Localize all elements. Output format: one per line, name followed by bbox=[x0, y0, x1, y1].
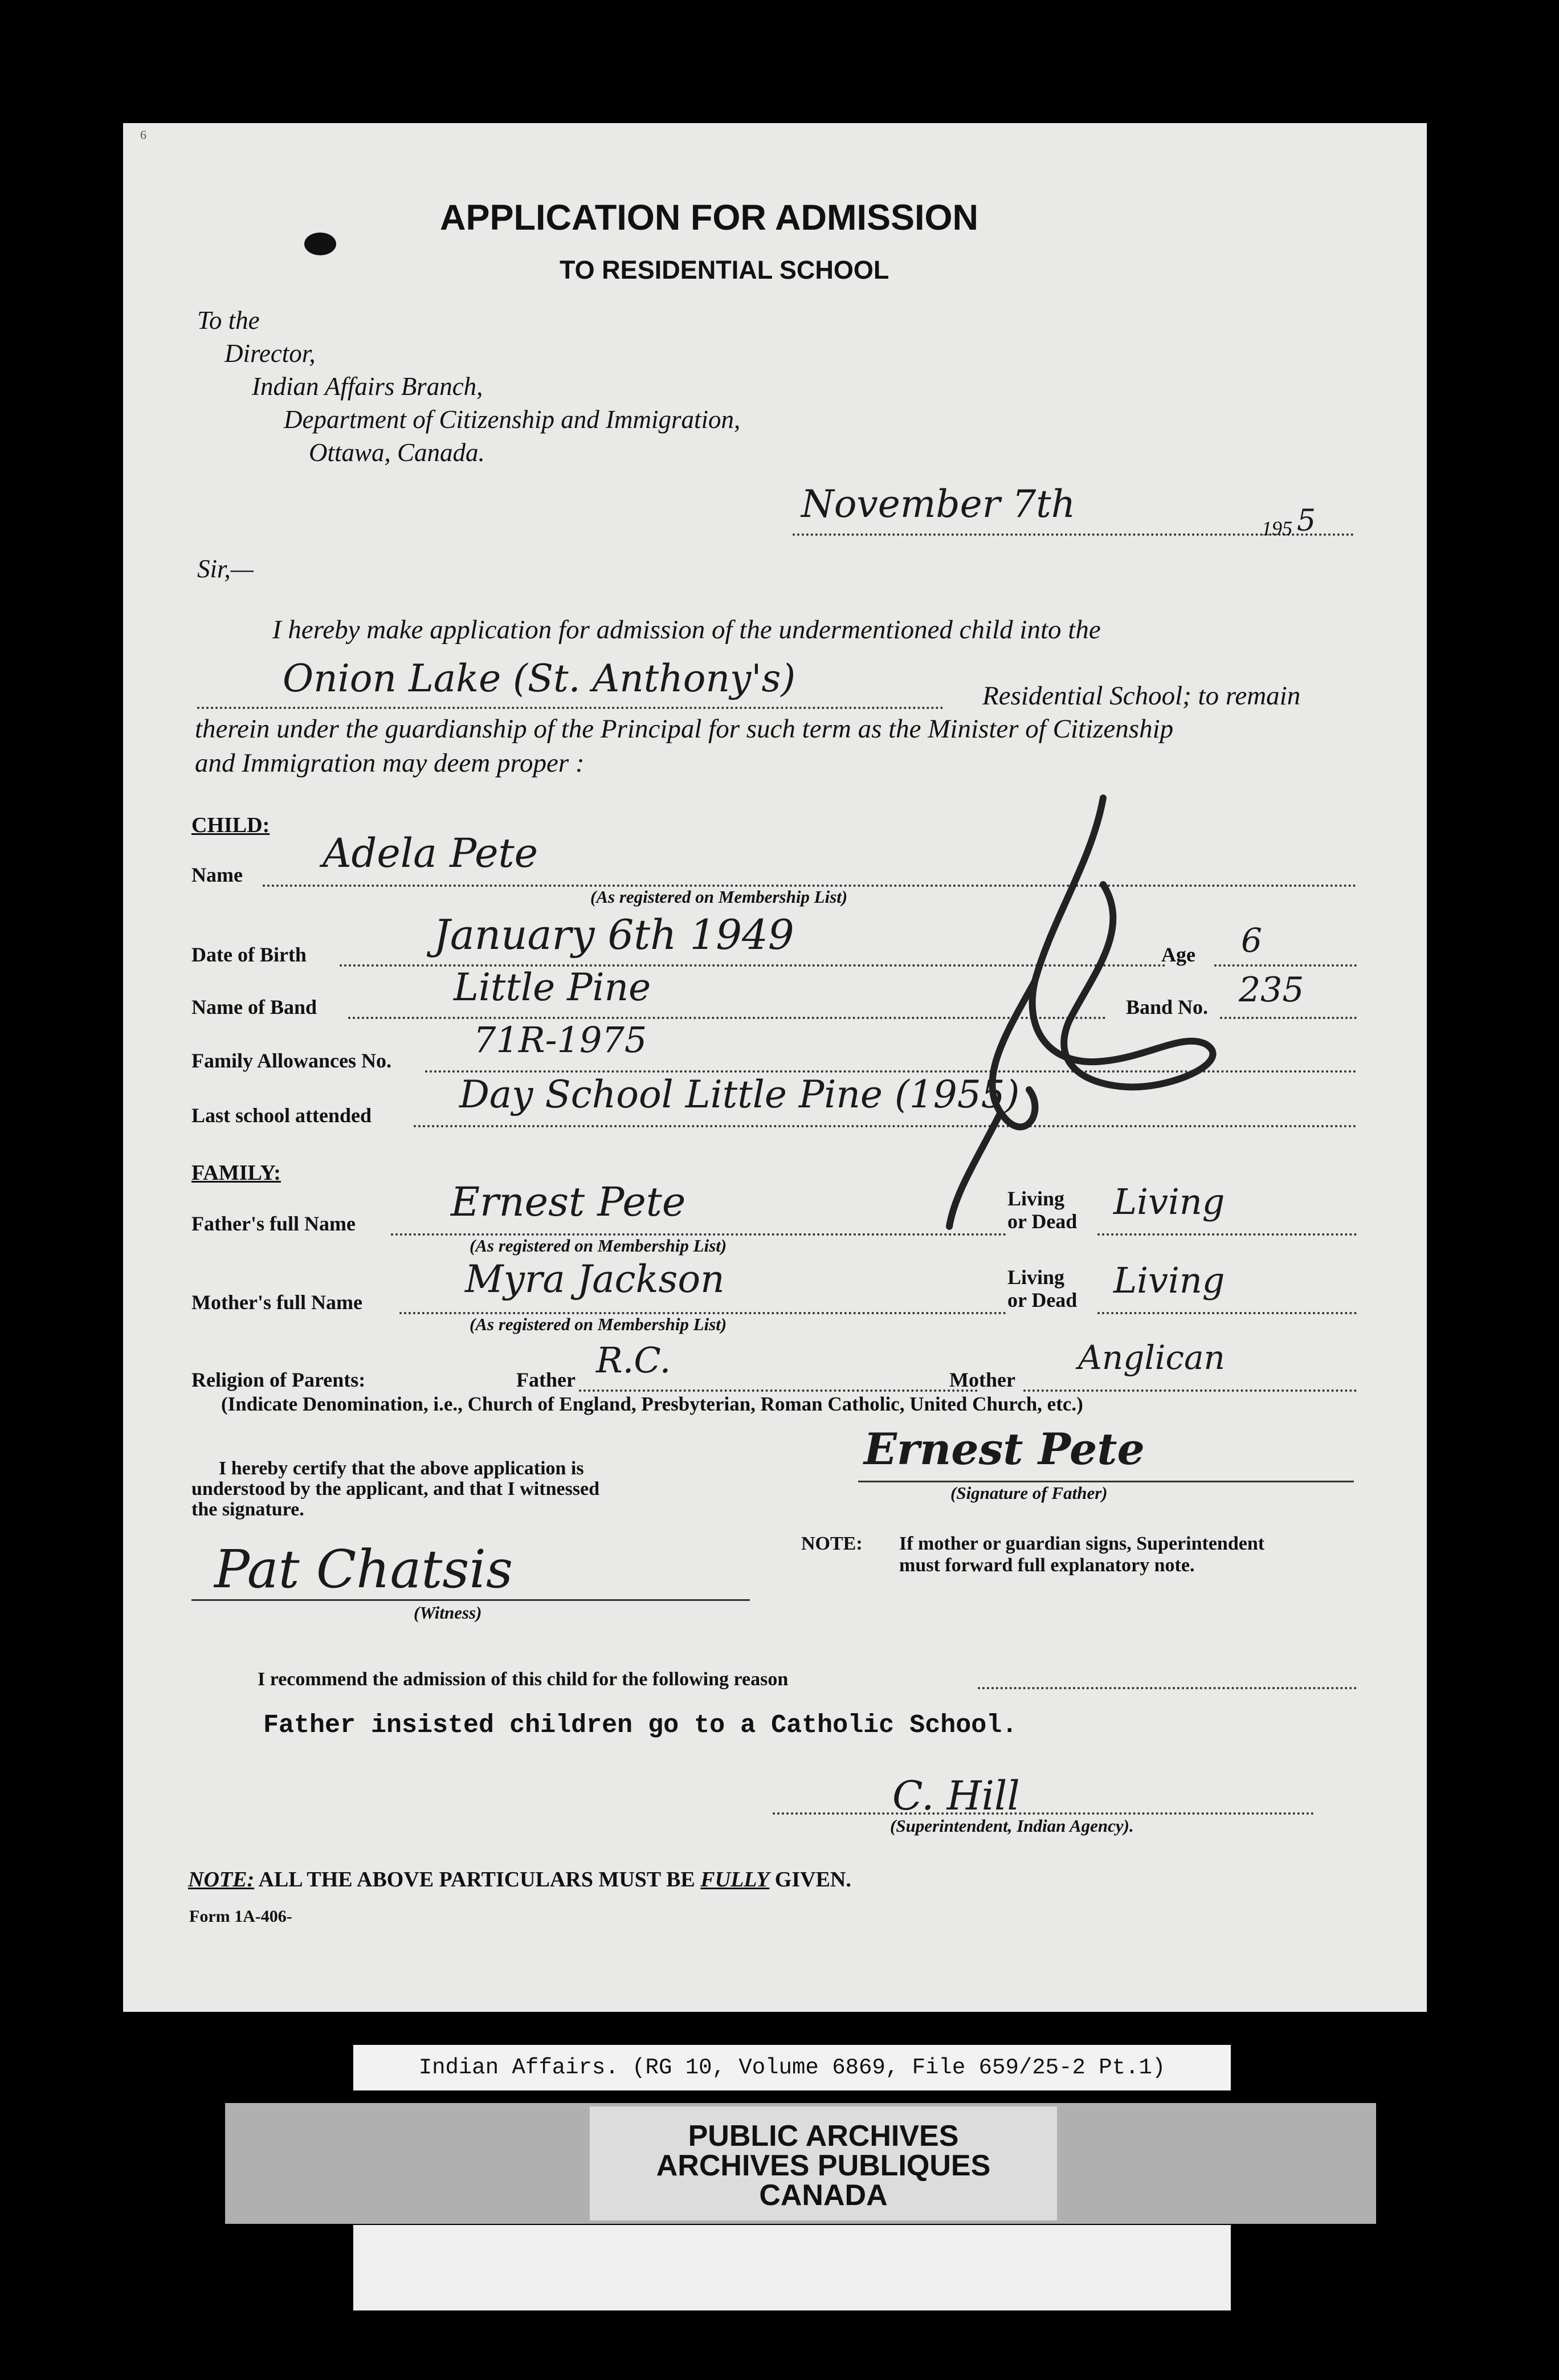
religion-label: Religion of Parents: bbox=[191, 1368, 366, 1391]
living-label-1b: or Dead bbox=[1007, 1210, 1078, 1233]
address-line-3: Indian Affairs Branch, bbox=[252, 372, 483, 401]
age-label: Age bbox=[1161, 943, 1195, 966]
body-line-3: therein under the guardianship of the Principal for such term as the Minister of Citizenship bbox=[195, 714, 1174, 744]
stamp-line-3: CANADA bbox=[759, 2179, 888, 2212]
last-school-label: Last school attended bbox=[191, 1104, 372, 1127]
father-religion-line bbox=[579, 1389, 978, 1392]
witness-label: (Witness) bbox=[414, 1603, 482, 1623]
father-signature-label: (Signature of Father) bbox=[950, 1483, 1108, 1503]
mother-status-value: Living bbox=[1113, 1260, 1225, 1301]
age-value: 6 bbox=[1241, 921, 1262, 960]
band-name-value: Little Pine bbox=[454, 965, 651, 1009]
handwritten-flourish bbox=[864, 793, 1297, 1238]
dob-label: Date of Birth bbox=[191, 943, 307, 966]
mother-registration-note: (As registered on Membership List) bbox=[470, 1314, 727, 1334]
child-name-value: Adela Pete bbox=[323, 830, 538, 877]
archive-reference: Indian Affairs. (RG 10, Volume 6869, File 659/25-2 Pt.1) bbox=[418, 2055, 1166, 2080]
recommend-reason: Father insisted children go to a Catholic School. bbox=[263, 1711, 1018, 1740]
archive-stamp bbox=[590, 2106, 1057, 2220]
mother-name-label: Mother's full Name bbox=[191, 1291, 362, 1314]
recommend-line bbox=[978, 1687, 1357, 1689]
certify-line-1: I hereby certify that the above application is bbox=[219, 1458, 584, 1479]
form-title: APPLICATION FOR ADMISSION bbox=[440, 198, 978, 238]
stamp-line-1: PUBLIC ARCHIVES bbox=[688, 2120, 959, 2153]
page-number: 6 bbox=[140, 128, 146, 142]
living-label-1a: Living bbox=[1007, 1187, 1065, 1210]
certify-line-3: the signature. bbox=[191, 1499, 304, 1520]
footer-note-emphasis: FULLY bbox=[700, 1868, 770, 1892]
father-signature: Ernest Pete bbox=[864, 1424, 1145, 1474]
family-heading: FAMILY: bbox=[191, 1161, 281, 1185]
note-line-1: If mother or guardian signs, Superintendent bbox=[899, 1533, 1265, 1554]
footer-note-part1: ALL THE ABOVE PARTICULARS MUST BE bbox=[258, 1868, 695, 1892]
date-year-suffix: 5 bbox=[1297, 504, 1316, 538]
body-line-1: I hereby make application for admission of the undermentioned child into the bbox=[272, 615, 1101, 645]
note-line-2: must forward full explanatory note. bbox=[899, 1555, 1195, 1576]
recommend-label: I recommend the admission of this child for the following reason bbox=[258, 1669, 789, 1690]
address-line-5: Ottawa, Canada. bbox=[309, 438, 485, 467]
child-heading: CHILD: bbox=[191, 813, 270, 837]
family-allowances-value: 71R-1975 bbox=[474, 1019, 647, 1061]
form-subtitle: TO RESIDENTIAL SCHOOL bbox=[560, 255, 889, 284]
school-name-line bbox=[197, 707, 944, 709]
mother-religion-label: Mother bbox=[949, 1368, 1015, 1391]
superintendent-signature: C. Hill bbox=[892, 1772, 1020, 1819]
note-prefix: NOTE: bbox=[801, 1533, 863, 1554]
footer-note-part2: GIVEN. bbox=[774, 1868, 851, 1892]
form-number: Form 1A-406- bbox=[189, 1907, 292, 1926]
flourish-stroke bbox=[949, 798, 1213, 1226]
living-label-2a: Living bbox=[1007, 1266, 1065, 1289]
salutation: Sir,— bbox=[197, 555, 254, 583]
body-line-2-suffix: Residential School; to remain bbox=[982, 681, 1301, 711]
father-name-value: Ernest Pete bbox=[451, 1179, 686, 1225]
band-no-label: Band No. bbox=[1126, 996, 1209, 1018]
dob-value: January 6th 1949 bbox=[434, 911, 794, 959]
stamp-line-2: ARCHIVES PUBLIQUES bbox=[656, 2149, 991, 2182]
father-signature-line bbox=[858, 1481, 1354, 1482]
band-no-value: 235 bbox=[1239, 970, 1304, 1010]
mother-religion-value: Anglican bbox=[1078, 1338, 1225, 1377]
living-label-2b: or Dead bbox=[1007, 1289, 1078, 1311]
family-allowances-label: Family Allowances No. bbox=[191, 1049, 391, 1072]
father-status-line bbox=[1097, 1233, 1357, 1236]
address-line-1: To the bbox=[197, 306, 260, 335]
last-school-value: Day School Little Pine (1955) bbox=[459, 1073, 1020, 1116]
archive-label-strip bbox=[353, 2225, 1231, 2310]
witness-signature-line bbox=[191, 1599, 750, 1601]
witness-signature: Pat Chatsis bbox=[214, 1539, 513, 1600]
superintendent-line bbox=[773, 1812, 1314, 1815]
date-year-prefix: 195 bbox=[1262, 517, 1292, 540]
band-name-label: Name of Band bbox=[191, 996, 317, 1018]
date-handwritten: November 7th bbox=[801, 482, 1076, 526]
ink-blot bbox=[304, 233, 336, 255]
father-status-value: Living bbox=[1113, 1181, 1225, 1222]
mother-status-line bbox=[1097, 1312, 1357, 1314]
application-form-page bbox=[123, 123, 1427, 2012]
name-label: Name bbox=[191, 863, 243, 886]
footer-note-prefix: NOTE: bbox=[188, 1868, 255, 1892]
body-line-4: and Immigration may deem proper : bbox=[195, 748, 585, 778]
mother-religion-line bbox=[1023, 1389, 1357, 1392]
certify-line-2: understood by the applicant, and that I witnessed bbox=[191, 1478, 600, 1499]
father-religion-label: Father bbox=[516, 1368, 576, 1391]
denomination-note: (Indicate Denomination, i.e., Church of England, Presbyterian, Roman Catholic, United Church, etc.) bbox=[221, 1393, 1083, 1415]
school-name: Onion Lake (St. Anthony's) bbox=[283, 657, 796, 700]
father-religion-value: R.C. bbox=[596, 1339, 671, 1381]
address-line-4: Department of Citizenship and Immigration, bbox=[284, 405, 741, 434]
superintendent-label: (Superintendent, Indian Agency). bbox=[890, 1816, 1134, 1836]
father-name-label: Father's full Name bbox=[191, 1212, 356, 1235]
name-registration-note: (As registered on Membership List) bbox=[590, 887, 848, 907]
mother-name-value: Myra Jackson bbox=[465, 1257, 725, 1301]
archive-reference-label bbox=[353, 2045, 1231, 2090]
address-line-2: Director, bbox=[225, 339, 316, 368]
father-registration-note: (As registered on Membership List) bbox=[470, 1236, 727, 1256]
